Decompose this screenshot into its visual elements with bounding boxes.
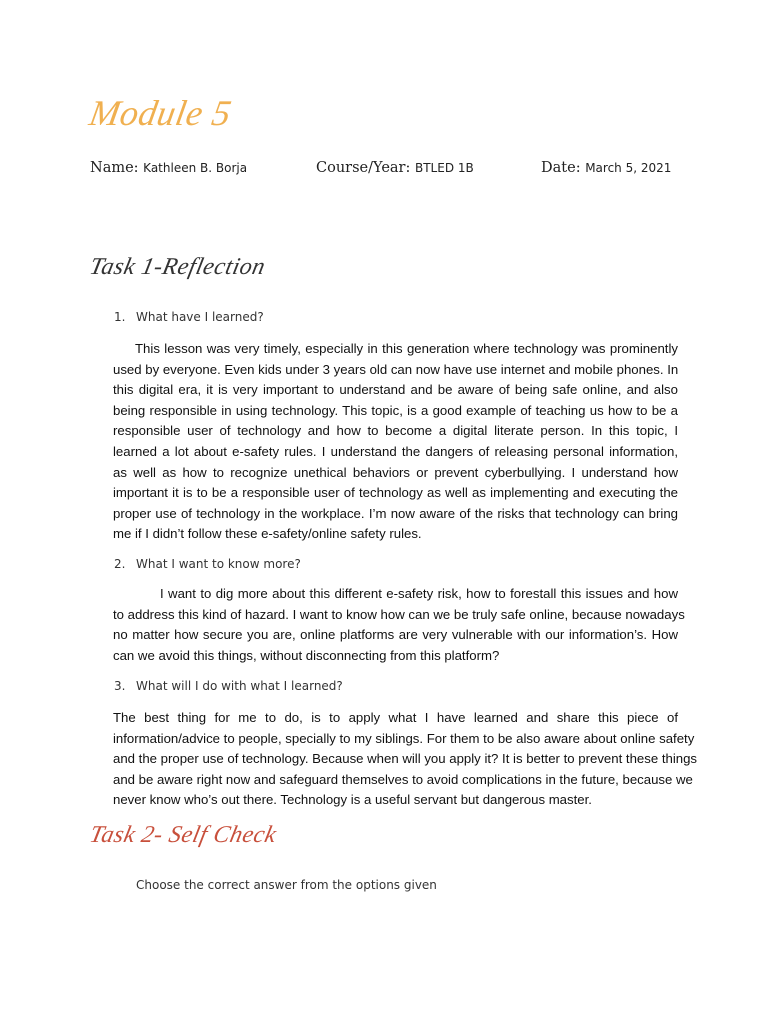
answer-line: I want to dig more about this different e-safety risk, how to forestall this issues and how [160,586,678,601]
name-label: Name [90,160,134,176]
answer-line: as well as how to recognize unethical behaviors or prevent cyberbullying. I understand how [113,464,678,480]
answer-line: and the proper use of technology. Because when will you apply it? It is better to prevent these things [113,751,698,767]
question-text: What will I do with what I learned? [136,679,343,693]
answer-3-paragraph [113,708,698,811]
task2-instruction: Choose the correct answer from the options given [136,878,437,892]
name-field [90,160,247,177]
answer-line: and be aware right now and safeguard themselves to avoid complications in the future, because we [113,771,693,787]
course-separator: : [405,160,415,176]
answer-1-paragraph [113,339,678,545]
name-value: Kathleen B. Borja [143,161,248,175]
answer-line: me if I didn’t follow these e-safety/online safety rules. [113,526,422,542]
name-separator: : [133,160,144,176]
answer-line: important it is to be a responsible user of technology as well as implementing and executing the [113,485,678,501]
answer-line: responsible user of technology and how to become a digital literate person. In this topic, I [113,423,678,439]
answer-line: proper use of technology in the workplace. I’m now aware of the risks that technology can bring [113,505,678,521]
course-year-field [316,160,474,177]
question-number: 2. [114,557,126,571]
answer-line: used by everyone. Even kids under 3 years old can now have use internet and mobile phones. In [113,361,679,377]
module-title: Module 5 [86,93,235,133]
answer-line: information/advice to people, specially to my siblings. For them to be also aware about online safety [113,730,695,746]
task2-title: Task 2- Self Check [87,822,279,848]
student-info-row [90,160,690,180]
question-text: What have I learned? [136,310,264,324]
answer-line: This lesson was very timely, especially in this generation where technology was prominently [135,341,678,356]
date-field [541,160,671,177]
answer-line: learned a lot about e-safety rules. I understand the dangers of releasing personal information, [113,443,678,459]
course-year-value: BTLED 1B [414,161,474,175]
answer-line: The best thing for me to do, is to apply what I have learned and share this piece of [113,710,678,725]
answer-line: to address this kind of hazard. I want to know how can we be truly safe online, because nowadays [113,606,685,622]
question-3 [114,679,343,693]
date-separator: : [575,160,586,176]
answer-line: never know who’s out there. Technology is a useful servant but dangerous master. [113,792,592,808]
answer-line: this digital era, it is very important to understand and be aware of being safe online, and also [113,382,678,398]
answer-line: no matter how secure you are, online platforms are very vulnerable with our information’s. How [113,627,678,643]
answer-line: being responsible in using technology. This topic, is a good example of teaching us how to be a [113,402,678,418]
question-number: 1. [114,310,126,324]
question-1 [114,310,264,324]
question-text: What I want to know more? [136,557,301,571]
course-year-label: Course/Year [316,160,406,176]
answer-line: can we avoid this things, without disconnecting from this platform? [113,647,500,663]
date-value: March 5, 2021 [585,161,672,175]
answer-2-paragraph [113,584,685,666]
date-label: Date [541,160,576,176]
question-2 [114,557,301,571]
task1-title: Task 1-Reflection [87,254,268,280]
question-number: 3. [114,679,126,693]
